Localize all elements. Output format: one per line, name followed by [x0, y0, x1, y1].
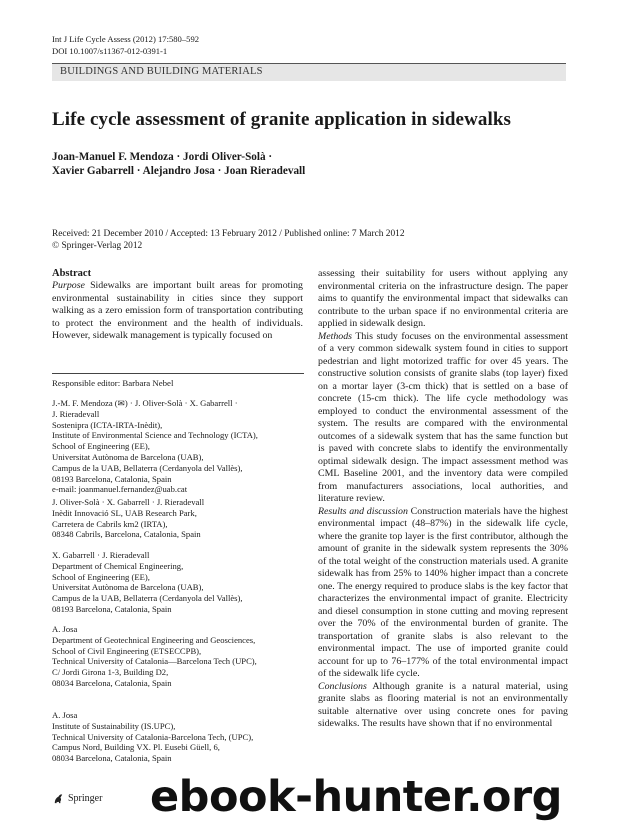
affiliation-line: e-mail: joanmanuel.fernandez@uab.cat: [52, 484, 188, 495]
affiliation-line: School of Civil Engineering (ETSECCPB),: [52, 645, 202, 656]
affiliation-line: School of Engineering (EE),: [52, 441, 150, 452]
affiliation-line: 08193 Barcelona, Catalonia, Spain: [52, 603, 172, 614]
affiliation-line: Campus de la UAB, Bellaterra (Cerdanyola del Vallès),: [52, 593, 243, 604]
affiliation-line: Campus de la UAB, Bellaterra (Cerdanyola del Vallès),: [52, 462, 243, 473]
affiliation-block: [52, 497, 312, 540]
affiliation-block: [52, 398, 312, 495]
affiliation-line: 08034 Barcelona, Catalonia, Spain: [52, 753, 172, 764]
affiliation-line: School of Engineering (EE),: [52, 571, 150, 582]
affiliation-line: Universitat Autònoma de Barcelona (UAB),: [52, 582, 204, 593]
publication-dates: [52, 228, 405, 252]
methods-text: This study focuses on the environmental assessment of a very common sidewalk system found in cities to support pedestrian and light motorized traffic for over 45 years. The constructive solution consists of granite slabs (top layer) fixed on a mortar layer (3-cm thick) that is settled on a base of concrete (15-cm thick). The life cycle methodology was employed to conduct the environmental assessment of the system. The results are compared with the environmental outcomes of a sidewalk system that has the same function but is paved with concrete slabs to identify the environmentally optimal sidewalk design. The impact assessment method was CML Baseline 2001, and the inventory data were compiled from manufacturers associations, local authorities, and literature review.: [318, 330, 568, 504]
abstract-right-column: [318, 268, 568, 731]
abstract-results: [318, 506, 568, 681]
affiliation-line: Department of Geotechnical Engineering and Geosciences,: [52, 634, 256, 645]
affiliation-line: Carretera de Cabrils km2 (IRTA),: [52, 518, 168, 529]
purpose-label: Purpose: [52, 280, 85, 291]
affiliation-line: A. Josa: [52, 710, 78, 720]
affiliation-line: A. Josa: [52, 624, 78, 634]
author-line-1: Joan-Manuel F. Mendoza · Jordi Oliver-Solà ·: [52, 151, 273, 163]
affiliation-line: X. Gabarrell · J. Rieradevall: [52, 550, 150, 560]
conclusions-text: Although granite is a natural material, using granite slabs as flooring material is not an environmentally suitable alternative over using concrete ones for paving sidewalks. The results have shown that if no environmental: [318, 680, 568, 729]
abstract-purpose: [52, 280, 303, 343]
publisher-footer: [52, 792, 102, 805]
affiliation-line: Institute of Environmental Science and Technology (ICTA),: [52, 430, 258, 441]
affiliation-line: 08193 Barcelona, Catalonia, Spain: [52, 473, 172, 484]
doi: DOI 10.1007/s11367-012-0391-1: [52, 46, 168, 56]
watermark: ebook-hunter.org: [150, 772, 562, 822]
affiliation-line: Technical University of Catalonia-Barcelona Tech, (UPC),: [52, 731, 254, 742]
editor-note: Responsible editor: Barbara Nebel: [52, 378, 174, 388]
springer-horse-icon: [52, 792, 65, 805]
affiliation-line: C/ Jordi Girona 1-3, Building D2,: [52, 667, 169, 678]
affiliation-line: Department of Chemical Engineering,: [52, 560, 184, 571]
affiliation-line: Technical University of Catalonia—Barcelona Tech (UPC),: [52, 656, 257, 667]
intro-text: assessing their suitability for users without applying any environmental criteria on the infrastructure design. The paper aims to quantify the environmental impact that sidewalks can contribute to the urban space if no environmental criteria are applied in sidewalk design.: [318, 268, 568, 329]
journal-citation: Int J Life Cycle Assess (2012) 17:580–592: [52, 34, 200, 44]
affiliation-line: 08348 Cabrils, Barcelona, Catalonia, Spain: [52, 529, 201, 540]
affiliation-line: Institute of Sustainability (IS.UPC),: [52, 720, 176, 731]
paper-title: Life cycle assessment of granite application in sidewalks: [52, 109, 512, 130]
methods-label: Methods: [318, 330, 353, 342]
affiliation-line: Inèdit Innovació SL, UAB Research Park,: [52, 507, 197, 518]
section-banner: [52, 63, 566, 81]
abstract-conclusions: [318, 681, 568, 731]
publisher-name: Springer: [68, 793, 103, 804]
results-label: Results and discussion: [318, 505, 408, 517]
results-text: Construction materials have the highest environmental impact (48–87%) in the sidewalk life cycle, where the granite top layer is the first contributor, although the amount of granite in the sidewalk system represents the 30% of the total weight of the construction materials used. A granite sidewalk has from 25% to 140% higher impact than a concrete one. The energy required to produce slabs is the key factor that characterizes the environmental impact of granite. Electricity and diesel consumption in stone cutting and moving represent over the 70% of the environmental burden of granite. The transportation of granite slabs is also relevant to the environmental impact. The use of imported granite could account for up to 76–177% of the total environmental impact of the sidewalk life cycle.: [318, 505, 568, 679]
affiliation-block: [52, 624, 312, 689]
affiliation-line: Campus Nord, Building VX. Pl. Eusebi Güell, 6,: [52, 742, 220, 753]
affiliation-block: [52, 710, 312, 764]
affiliation-line: 08034 Barcelona, Catalonia, Spain: [52, 677, 172, 688]
author-list: [52, 150, 305, 178]
affiliation-line: J. Rieradevall: [52, 408, 100, 419]
abstract-left-column: [52, 268, 303, 343]
dates-line: Received: 21 December 2010 / Accepted: 13 February 2012 / Published online: 7 March 2012: [52, 229, 405, 239]
copyright-line: © Springer-Verlag 2012: [52, 241, 143, 251]
purpose-text: Sidewalks are important built areas for promoting environmental sustainability in cities since they support walking as a zero emission form of transportation contributing to protect the environment and the health of individuals. However, sidewalk management is typically focused on: [52, 280, 303, 341]
author-line-2: Xavier Gabarrell · Alejandro Josa · Joan Rieradevall: [52, 165, 306, 177]
affiliation-line: Sostenipra (ICTA-IRTA-Inèdit),: [52, 419, 163, 430]
abstract-heading: Abstract: [52, 268, 92, 279]
affiliation-line: Universitat Autònoma de Barcelona (UAB),: [52, 451, 204, 462]
affiliation-line: J. Oliver-Solà · X. Gabarrell · J. Rieradevall: [52, 497, 205, 507]
affiliation-block: [52, 550, 312, 615]
footnote-rule: [52, 373, 304, 374]
conclusions-label: Conclusions: [318, 680, 367, 692]
affiliation-line: J.-M. F. Mendoza (✉) · J. Oliver-Solà · X. Gabarrell ·: [52, 398, 238, 408]
section-label: BUILDINGS AND BUILDING MATERIALS: [60, 66, 263, 77]
abstract-methods: [318, 331, 568, 506]
abstract-intro: [318, 268, 568, 331]
